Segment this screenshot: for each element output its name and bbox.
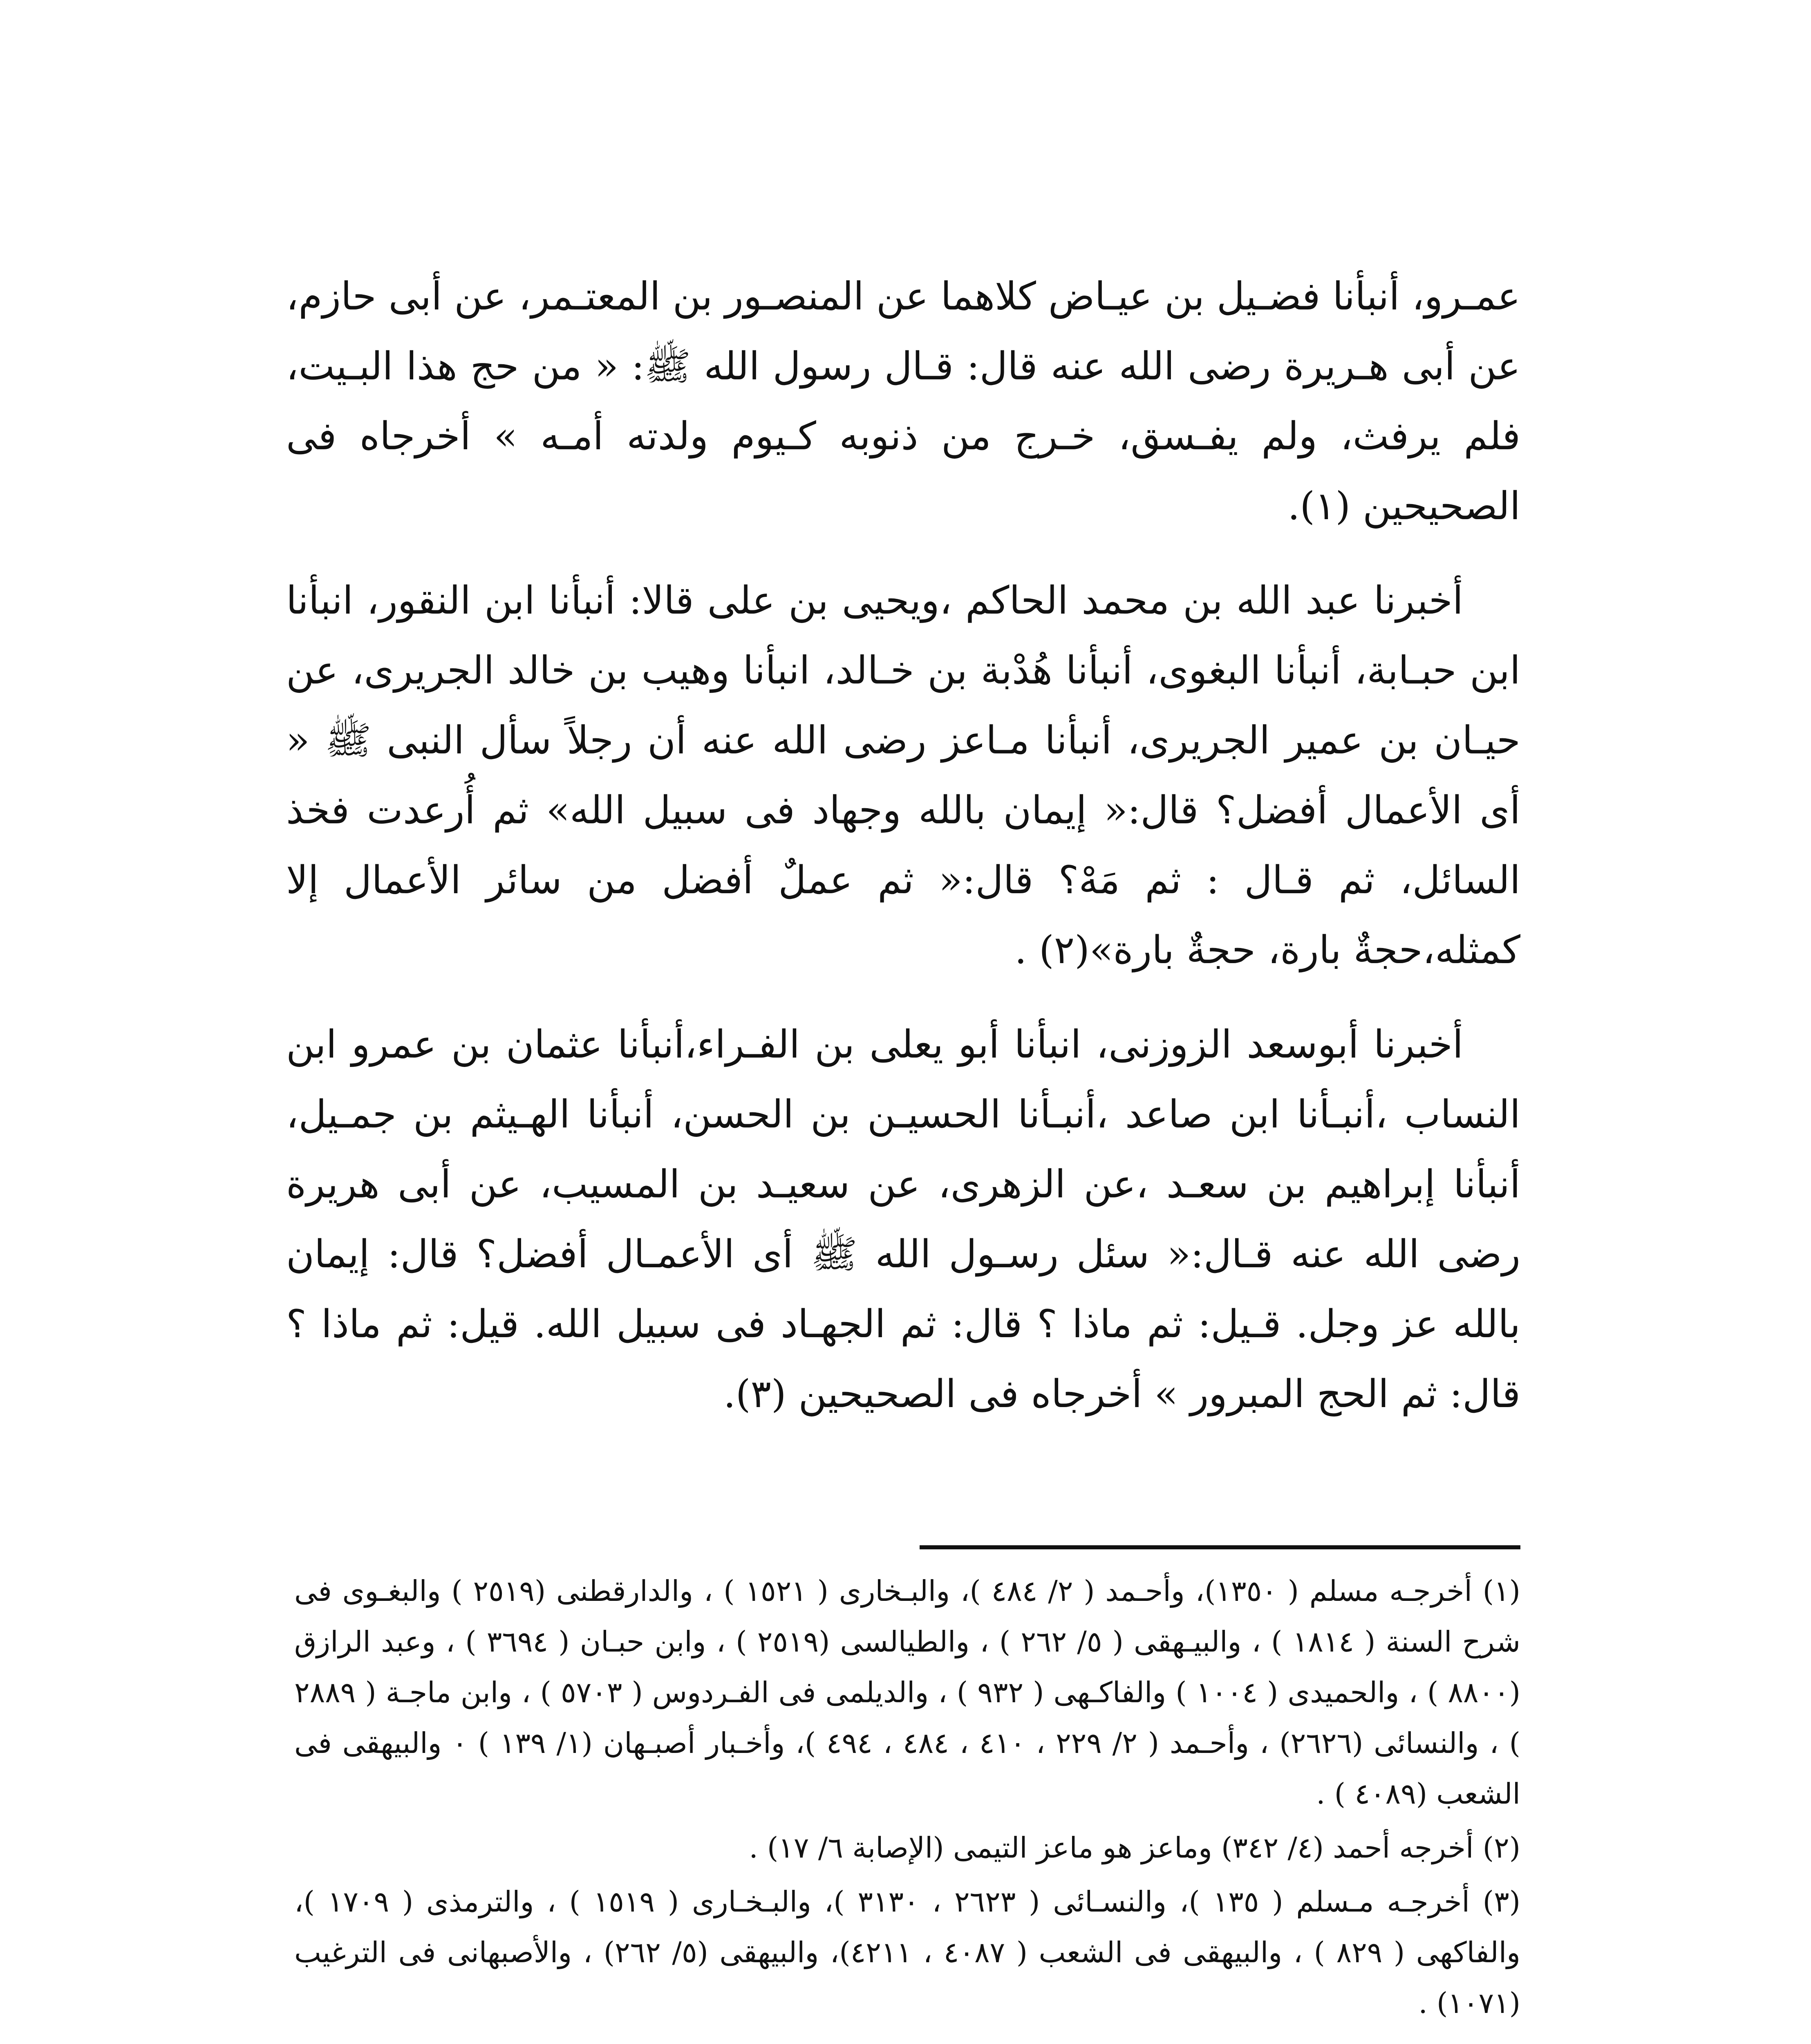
footnote-3: (٣) أخرجـه مـسلم ( ١٣٥ )، والنسـائى ( ٢٦٢٣ ، ٣١٣٠ )، والبـخـارى ( ١٥١٩ ) ، والترمذى ( ١٧٠٩ )، والفاكهى ( ٨٢٩ ) ، والبيهقى فى الشعب ( ٤٠٨٧ ، ٤٢١١)، والبيهقى (٥/ ٢٦٢) ، والأصبهانى فى الترغيب (١٠٧١) . (294, 1885, 1521, 2020)
paragraph-1: عمـرو، أنبأنا فضـيل بن عيـاض كلاهما عن المنصـور بن المعتـمر، عن أبى حازم، عن أبى هـريرة رضى الله عنه قال: قـال رسول الله ﷺ: « من حج هذا البـيت، فلم يرفث، ولم يفـسق، خـرج من ذنوبه كـيوم ولدته أمـه » أخرجاه فى الصحيحين (١). (286, 274, 1520, 529)
footnote-1: (١) أخرجـه مسلم ( ١٣٥٠)، وأحـمد ( ٢/ ٤٨٤ )، والبـخارى ( ١٥٢١ ) ، والدارقطنى (٢٥١٩ ) والبغـوى فى شرح السنة ( ١٨١٤ ) ، والبيـهقى ( ٥/ ٢٦٢ ) ، والطيالسى (٢٥١٩ ) ، وابن حبـان ( ٣٦٩٤ ) ، وعبد الرازق (٨٨٠٠ ) ، والحميدى ( ١٠٠٤ ) والفاكـهى ( ٩٣٢ ) ، والديلمى فى الفـردوس ( ٥٧٠٣ ) ، وابن ماجـة ( ٢٨٨٩ ) ، والنسائى (٢٦٢٦) ، وأحـمد ( ٢/ ٢٢٩ ، ٤١٠ ، ٤٨٤ ، ٤٩٤ )، وأخـبار أصبـهان (١/ ١٣٩ ) ٠ والبيهقى فى الشعب (٤٠٨٩ ) . (294, 1574, 1521, 1811)
footnote-separator (920, 1545, 1520, 1549)
paragraph-3: أخبرنا أبوسعد الزوزنى، انبأنا أبو يعلى بن الفـراء،أنبأنا عثمان بن عمرو ابن النساب ،أنبـأنا ابن صاعد ،أنبـأنا الحسيـن بن الحسن، أنبأنا الهـيثم بن جمـيل، أنبأنا إبراهيم بن سعـد ،عن الزهرى، عن سعيـد بن المسيب، عن أبى هريرة رضى الله عنه قـال:« سئل رسـول الله ﷺ أى الأعمـال أفضل؟ قال: إيمان بالله عز وجل. قـيل: ثم ماذا ؟ قال: ثم الجهـاد فى سبيل الله. قيل: ثم ماذا ؟ قال: ثم الحج المبرور » أخرجاه فى الصحيحين (٣). (286, 1022, 1520, 1416)
paragraph-2: أخبرنا عبد الله بن محمد الحاكم ،ويحيى بن على قالا: أنبأنا ابن النقور، انبأنا ابن حبـابة، أنبأنا البغوى، أنبأنا هُدْبة بن خـالد، انبأنا وهيب بن خالد الجريرى، عن حيـان بن عمير الجريرى، أنبأنا مـاعز رضى الله عنه أن رجلاً سأل النبى ﷺ « أى الأعمال أفضل؟ قال:« إيمان بالله وجهاد فى سبيل الله» ثم أُرعدت فخذ السائل، ثم قـال : ثم مَهْ؟ قال:« ثم عملٌ أفضل من سائر الأعمال إلا كمثله،حجةٌ بارة، حجةٌ بارة»(٢) . (286, 578, 1520, 973)
footnote-2: (٢) أخرجه أحمد (٤/ ٣٤٢) وماعز هو ماعز التيمى (الإصابة ٦/ ١٧) . (749, 1831, 1520, 1865)
main-text (286, 262, 1520, 1454)
footnotes (294, 1566, 1520, 2032)
